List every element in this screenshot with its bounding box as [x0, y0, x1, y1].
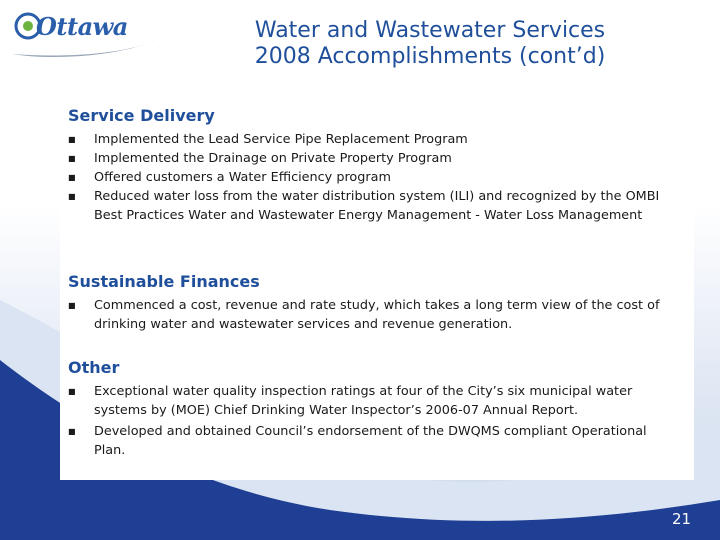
bullet-icon: ■	[68, 192, 76, 201]
heading-other: Other	[68, 358, 120, 377]
page-number: 21	[672, 510, 692, 528]
list-service-delivery	[60, 130, 694, 225]
logo-wordmark: Ottawa	[36, 12, 128, 41]
list-item: ■ Implemented the Lead Service Pipe Replacement Program	[68, 132, 468, 147]
list-item: ■ Exceptional water quality inspection ratings at four of the City’s six municipal water systems by (MOE) Chief Drinking Water Inspector’s 2006-07 Annual Report.	[68, 384, 633, 418]
bullet-icon: ■	[68, 427, 76, 436]
city-logo	[6, 4, 166, 62]
bullet-icon: ■	[68, 135, 76, 144]
bullet-icon: ■	[68, 173, 76, 182]
heading-sustainable-finances: Sustainable Finances	[68, 272, 260, 291]
list-sustainable-finances	[60, 296, 694, 334]
list-item: ■ Implemented the Drainage on Private Property Program	[68, 151, 452, 166]
list-item: ■ Reduced water loss from the water distribution system (ILI) and recognized by the OMBI Best Practices Water and Wastewater Energy Management - Water Loss Management	[68, 189, 660, 223]
content-panel	[60, 100, 694, 480]
title-line-1: Water and Wastewater Services	[254, 18, 606, 43]
bullet-icon: ■	[68, 301, 76, 310]
list-item: ■ Developed and obtained Council’s endorsement of the DWQMS compliant Operational Plan.	[68, 424, 647, 458]
bullet-icon: ■	[68, 387, 76, 396]
title-line-2: 2008 Accomplishments (cont’d)	[254, 44, 606, 69]
slide-title	[170, 18, 690, 70]
list-item: ■ Commenced a cost, revenue and rate study, which takes a long term view of the cost of drinking water and wastewater services and revenue generation.	[68, 298, 660, 332]
heading-service-delivery: Service Delivery	[68, 106, 215, 125]
bullet-icon: ■	[68, 154, 76, 163]
list-item: ■ Offered customers a Water Efficiency program	[68, 170, 391, 185]
list-other	[60, 382, 694, 460]
